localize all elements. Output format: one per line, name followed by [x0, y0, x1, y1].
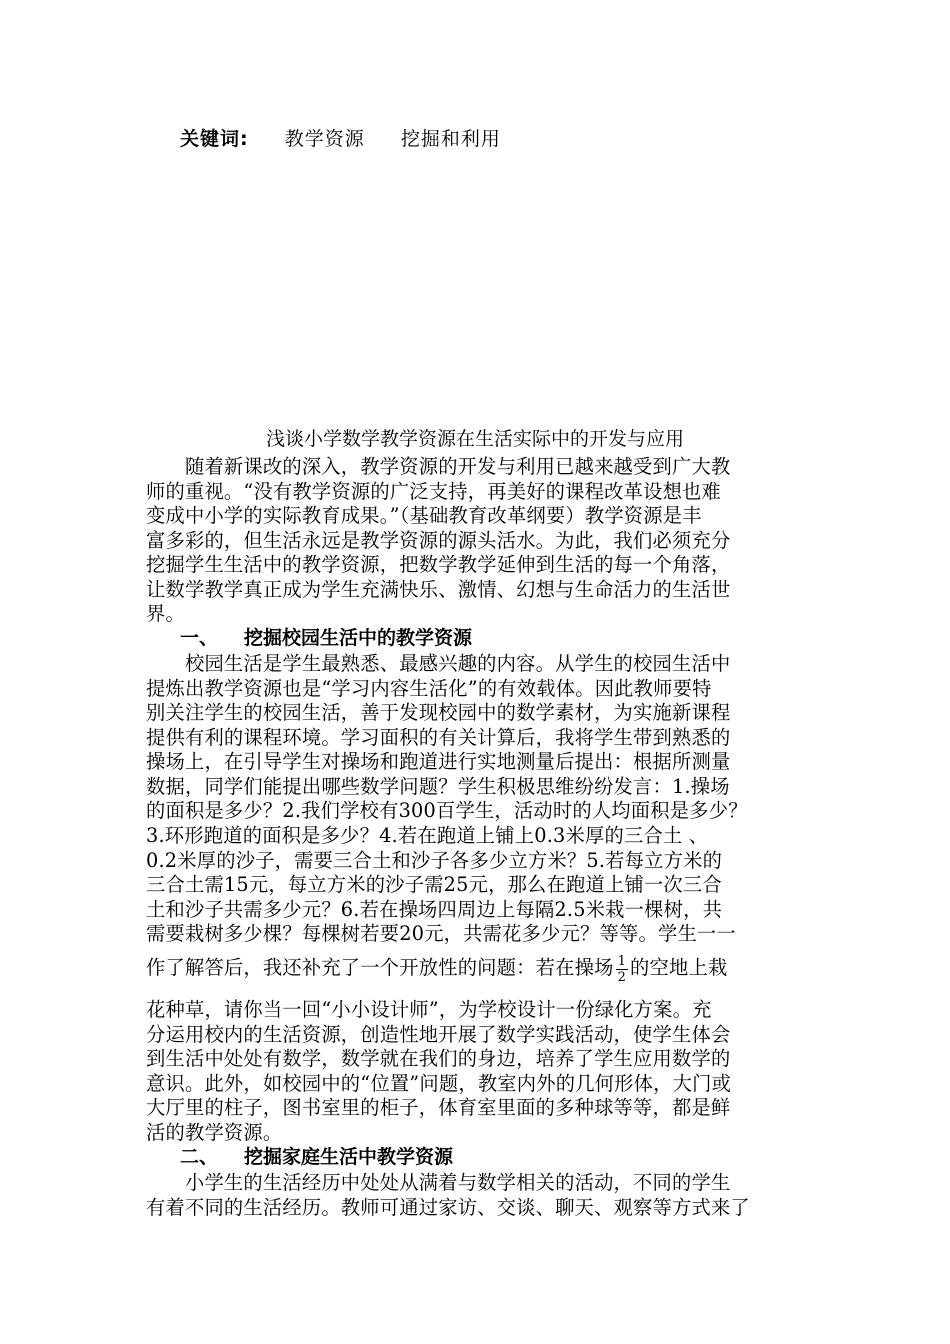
paragraph-line: 花种草，请你当一回“小小设计师”，为学校设计一份绿化方案。充: [146, 998, 712, 1021]
paragraph-line: 大厅里的柱子，图书室里的柜子，体育室里面的多种球等等，都是鲜: [146, 1096, 731, 1119]
paragraph-line: 提炼出教学资源也是“学习内容生活化”的有效载体。因此教师要特: [146, 677, 712, 700]
fraction-denominator: 2: [617, 969, 627, 985]
fraction: [616, 954, 628, 985]
fraction-line-text: 作了解答后，我还补充了一个开放性的问题：若在操场: [146, 956, 614, 979]
paragraph-line: 需要栽树多少棵？每棵树若要20元，共需花多少元？等等。学生一一: [146, 922, 736, 945]
paragraph-line: 校园生活是学生最熟悉、最感兴趣的内容。从学生的校园生活中: [146, 652, 731, 675]
paragraph-line-with-fraction: [146, 952, 727, 985]
keywords-line: [180, 124, 501, 151]
article-title: 浅谈小学数学教学资源在生活实际中的开发与应用: [265, 428, 684, 450]
fraction-numerator: 1: [617, 953, 627, 969]
paragraph-line: 让数学教学真正成为学生充满快乐、激情、幻想与生命活力的生活世: [146, 578, 731, 601]
paragraph-line: 活的教学资源。: [146, 1121, 283, 1144]
paragraph-line: 有着不同的生活经历。教师可通过家访、交谈、聊天、观察等方式来了: [146, 1196, 750, 1219]
section-heading-text: 挖掘家庭生活中教学资源: [244, 1146, 454, 1168]
paragraph-line: 小学生的生活经历中处处从满着与数学相关的活动，不同的学生: [146, 1171, 731, 1194]
paragraph-line: 0.2米厚的沙子，需要三合土和沙子各多少立方米？5.若每立方米的: [146, 849, 723, 872]
paragraph-line: 到生活中处处有数学，数学就在我们的身边，培养了学生应用数学的: [146, 1047, 731, 1070]
section-number: 一、: [180, 627, 219, 649]
section-heading: [180, 1142, 453, 1169]
keyword-item: 教学资源: [284, 128, 365, 150]
paragraph-line: 意识。此外，如校园中的“位置”问题，教室内外的几何形体，大门或: [146, 1072, 732, 1095]
paragraph-line: 数据，同学们能提出哪些数学问题？学生积极思维纷纷发言：1.操场: [146, 775, 730, 798]
paragraph-line: 富多彩的，但生活永远是教学资源的源头活水。为此，我们必须充分: [146, 529, 731, 552]
paragraph-line: 别关注学生的校园生活，善于发现校园中的数学素材，为实施新课程: [146, 701, 731, 724]
paragraph-line: 土和沙子共需多少元？6.若在操场四周边上每隔2.5米栽一棵树，共: [146, 898, 723, 921]
paragraph-line: 界。: [146, 602, 185, 625]
paragraph-line: 挖掘学生生活中的教学资源，把数学教学延伸到生活的每一个角落，: [146, 553, 731, 576]
paragraph-line: 的面积是多少？2.我们学校有300百学生，活动时的人均面积是多少？: [146, 799, 748, 822]
section-number: 二、: [180, 1146, 219, 1168]
paragraph-line: 变成中小学的实际教育成果。”（基础教育改革纲要）教学资源是丰: [146, 504, 702, 527]
paragraph-line: 3.环形跑道的面积是多少？4.若在跑道上铺上0.3米厚的三合土 、: [146, 824, 709, 847]
section-heading-text: 挖掘校园生活中的教学资源: [244, 627, 473, 649]
paragraph-line: 随着新课改的深入，教学资源的开发与利用已越来越受到广大教: [146, 455, 731, 478]
section-heading: [180, 623, 472, 650]
paragraph-line: 提供有利的课程环境。学习面积的有关计算后，我将学生带到熟悉的: [146, 726, 731, 749]
keywords-label: 关键词:: [180, 128, 249, 150]
fraction-line-text: 的空地上栽: [630, 956, 728, 979]
keyword-item: 挖掘和利用: [400, 128, 501, 150]
paragraph-line: 操场上，在引导学生对操场和跑道进行实地测量后提出：根据所测量: [146, 750, 731, 773]
paragraph-line: 三合土需15元，每立方米的沙子需25元，那么在跑道上铺一次三合: [146, 873, 722, 896]
paragraph-line: 师的重视。“没有教学资源的广泛支持，再美好的课程改革设想也难: [146, 480, 722, 503]
paragraph-line: 分运用校内的生活资源，创造性地开展了数学实践活动，使学生体会: [146, 1023, 731, 1046]
